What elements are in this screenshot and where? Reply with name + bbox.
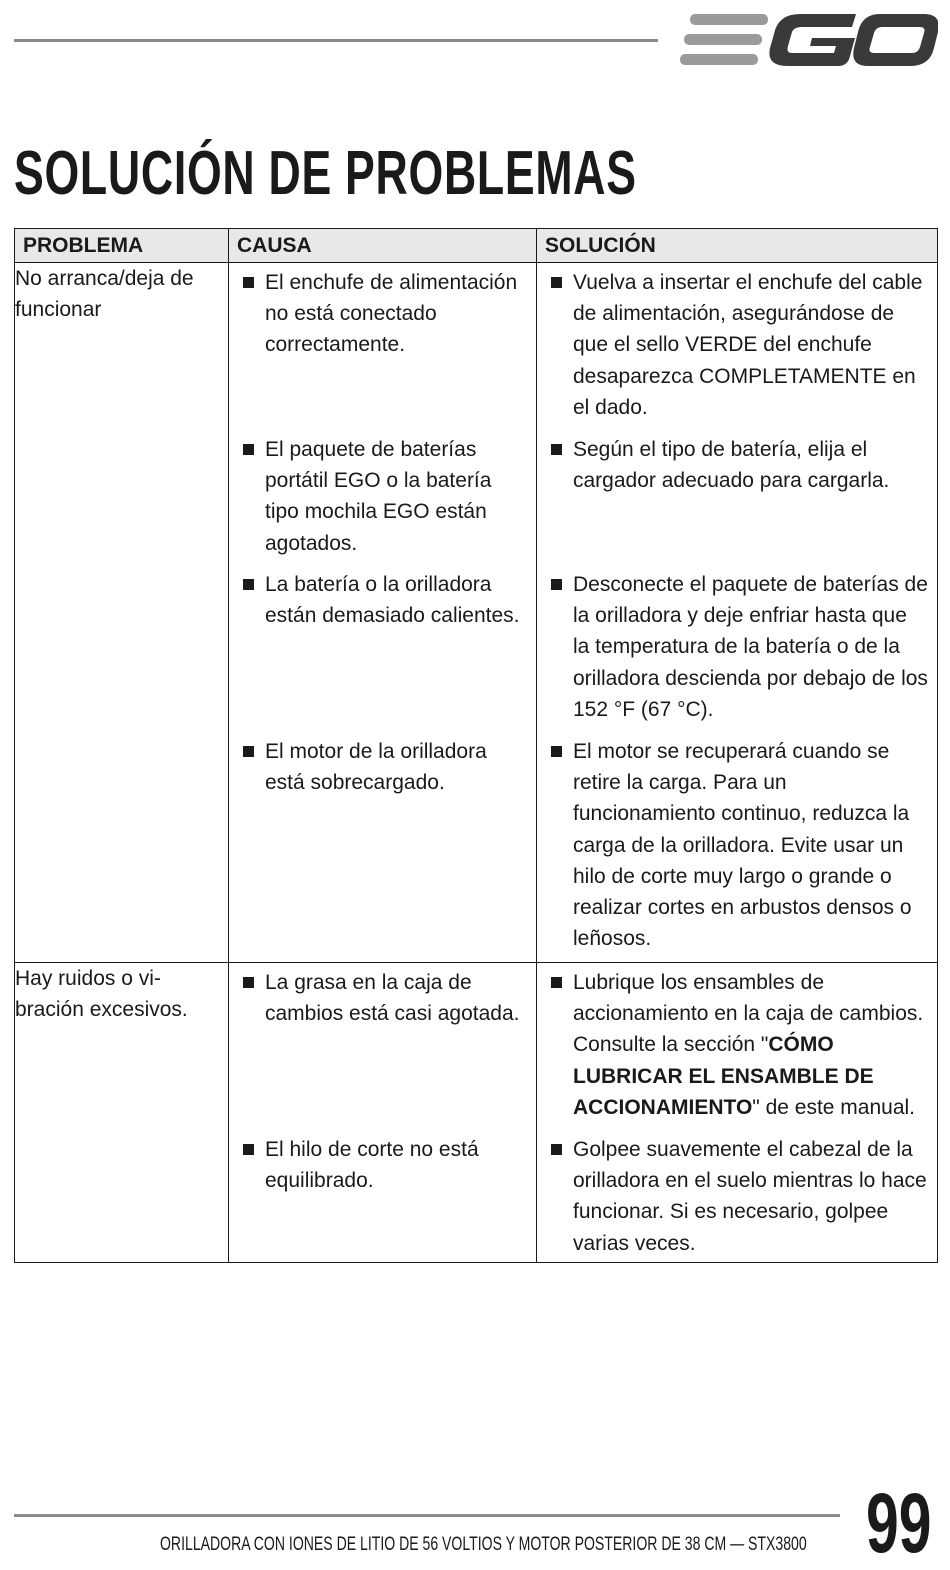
list-item: [551, 736, 929, 954]
header-rule: [14, 39, 658, 42]
bullet-icon: [243, 444, 254, 455]
cause-text: La grasa en la caja de cambios está casi agotada.: [265, 971, 520, 1026]
bullet-icon: [243, 746, 254, 757]
cause-block: [229, 732, 536, 798]
solution-text: Según el tipo de batería, elija el cargador adecuado para cargarla.: [573, 438, 890, 493]
problem-text: No arranca/deja de funcionar: [15, 267, 194, 321]
solution-text: Vuelva a insertar el enchufe del cable de alimentación, asegurándose de que el sello VERDE del enchufe desaparezca COMPLETAMENTE en el dado.: [573, 271, 923, 419]
solution-cell: [537, 963, 938, 1263]
page-title: SOLUCIÓN DE PROBLEMAS: [14, 139, 637, 208]
bullet-icon: [243, 1144, 254, 1155]
list-item: [551, 1134, 929, 1259]
cause-block: [229, 963, 536, 1130]
cause-text: El paquete de baterías portátil EGO o la batería tipo mochila EGO están agotados.: [265, 438, 492, 555]
cause-text: La batería o la orilladora están demasiado calientes.: [265, 573, 520, 628]
cause-cell: [229, 963, 537, 1263]
footer-rule: [14, 1514, 840, 1517]
list-item: [551, 267, 929, 423]
bullet-icon: [551, 1144, 562, 1155]
cause-block: [229, 263, 536, 430]
list-item: [243, 967, 528, 1029]
solution-block: [537, 732, 937, 954]
list-item: [243, 434, 528, 559]
table-row: [15, 963, 938, 1263]
bullet-icon: [551, 444, 562, 455]
ego-logo: [680, 8, 938, 72]
list-item: [243, 736, 528, 798]
troubleshooting-table: [14, 228, 938, 1263]
solution-block: [537, 263, 937, 430]
problem-text: Hay ruidos o vi-bración excesivos.: [15, 967, 188, 1021]
header-solucion: SOLUCIÓN: [537, 229, 938, 263]
solution-block: [537, 963, 937, 1130]
header-causa: CAUSA: [229, 229, 537, 263]
problem-cell: [15, 963, 229, 1263]
bullet-icon: [551, 579, 562, 590]
list-item: [551, 967, 929, 1123]
solution-cell: [537, 263, 938, 963]
page-number: 99: [866, 1476, 932, 1570]
solution-block: [537, 565, 937, 732]
problem-cell: [15, 263, 229, 963]
cause-text: El hilo de corte no está equilibrado.: [265, 1138, 479, 1193]
solution-block: [537, 1130, 937, 1259]
solution-text-post: " de este manual.: [752, 1095, 916, 1119]
bullet-icon: [551, 977, 562, 988]
bullet-icon: [243, 277, 254, 288]
footer-product-text: ORILLADORA CON IONES DE LITIO DE 56 VOLTIOS Y MOTOR POSTERIOR DE 38 CM — STX3800: [160, 1534, 807, 1555]
solution-text: Desconecte el paquete de baterías de la orilladora y deje enfriar hasta que la temperatura de la batería o de la orilladora descienda por debajo de los 152 °F (67 °C).: [573, 573, 928, 721]
bullet-icon: [551, 746, 562, 757]
section-reference: CÓMO LUBRICAR EL ENSAMBLE DE ACCIONAMIENTO: [573, 1033, 874, 1119]
solution-text: El motor se recuperará cuando se retire la carga. Para un funcionamiento continuo, reduzca la carga de la orilladora. Evite usar un hilo de corte muy largo o grande o realizar cortes en arbustos densos o leñosos.: [573, 740, 912, 951]
bullet-icon: [551, 277, 562, 288]
solution-text-pre: Lubrique los ensambles de accionamiento en la caja de cambios. Consulte la sección ": [573, 971, 924, 1057]
table-row: [15, 263, 938, 963]
list-item: [551, 434, 929, 496]
bullet-icon: [243, 977, 254, 988]
cause-text: El motor de la orilladora está sobrecargado.: [265, 740, 487, 795]
solution-text: [573, 971, 923, 1119]
solution-text: Golpee suavemente el cabezal de la orilladora en el suelo mientras lo hace funcionar. Si es necesario, golpee varias veces.: [573, 1138, 927, 1255]
cause-text: El enchufe de alimentación no está conectado correctamente.: [265, 271, 518, 357]
list-item: [243, 1134, 528, 1196]
list-item: [551, 569, 929, 725]
table-header-row: [15, 229, 938, 263]
bullet-icon: [243, 579, 254, 590]
cause-block: [229, 565, 536, 732]
solution-block: [537, 430, 937, 565]
list-item: [243, 267, 528, 361]
cause-block: [229, 430, 536, 565]
cause-block: [229, 1130, 536, 1196]
header-problema: PROBLEMA: [15, 229, 229, 263]
cause-cell: [229, 263, 537, 963]
list-item: [243, 569, 528, 631]
